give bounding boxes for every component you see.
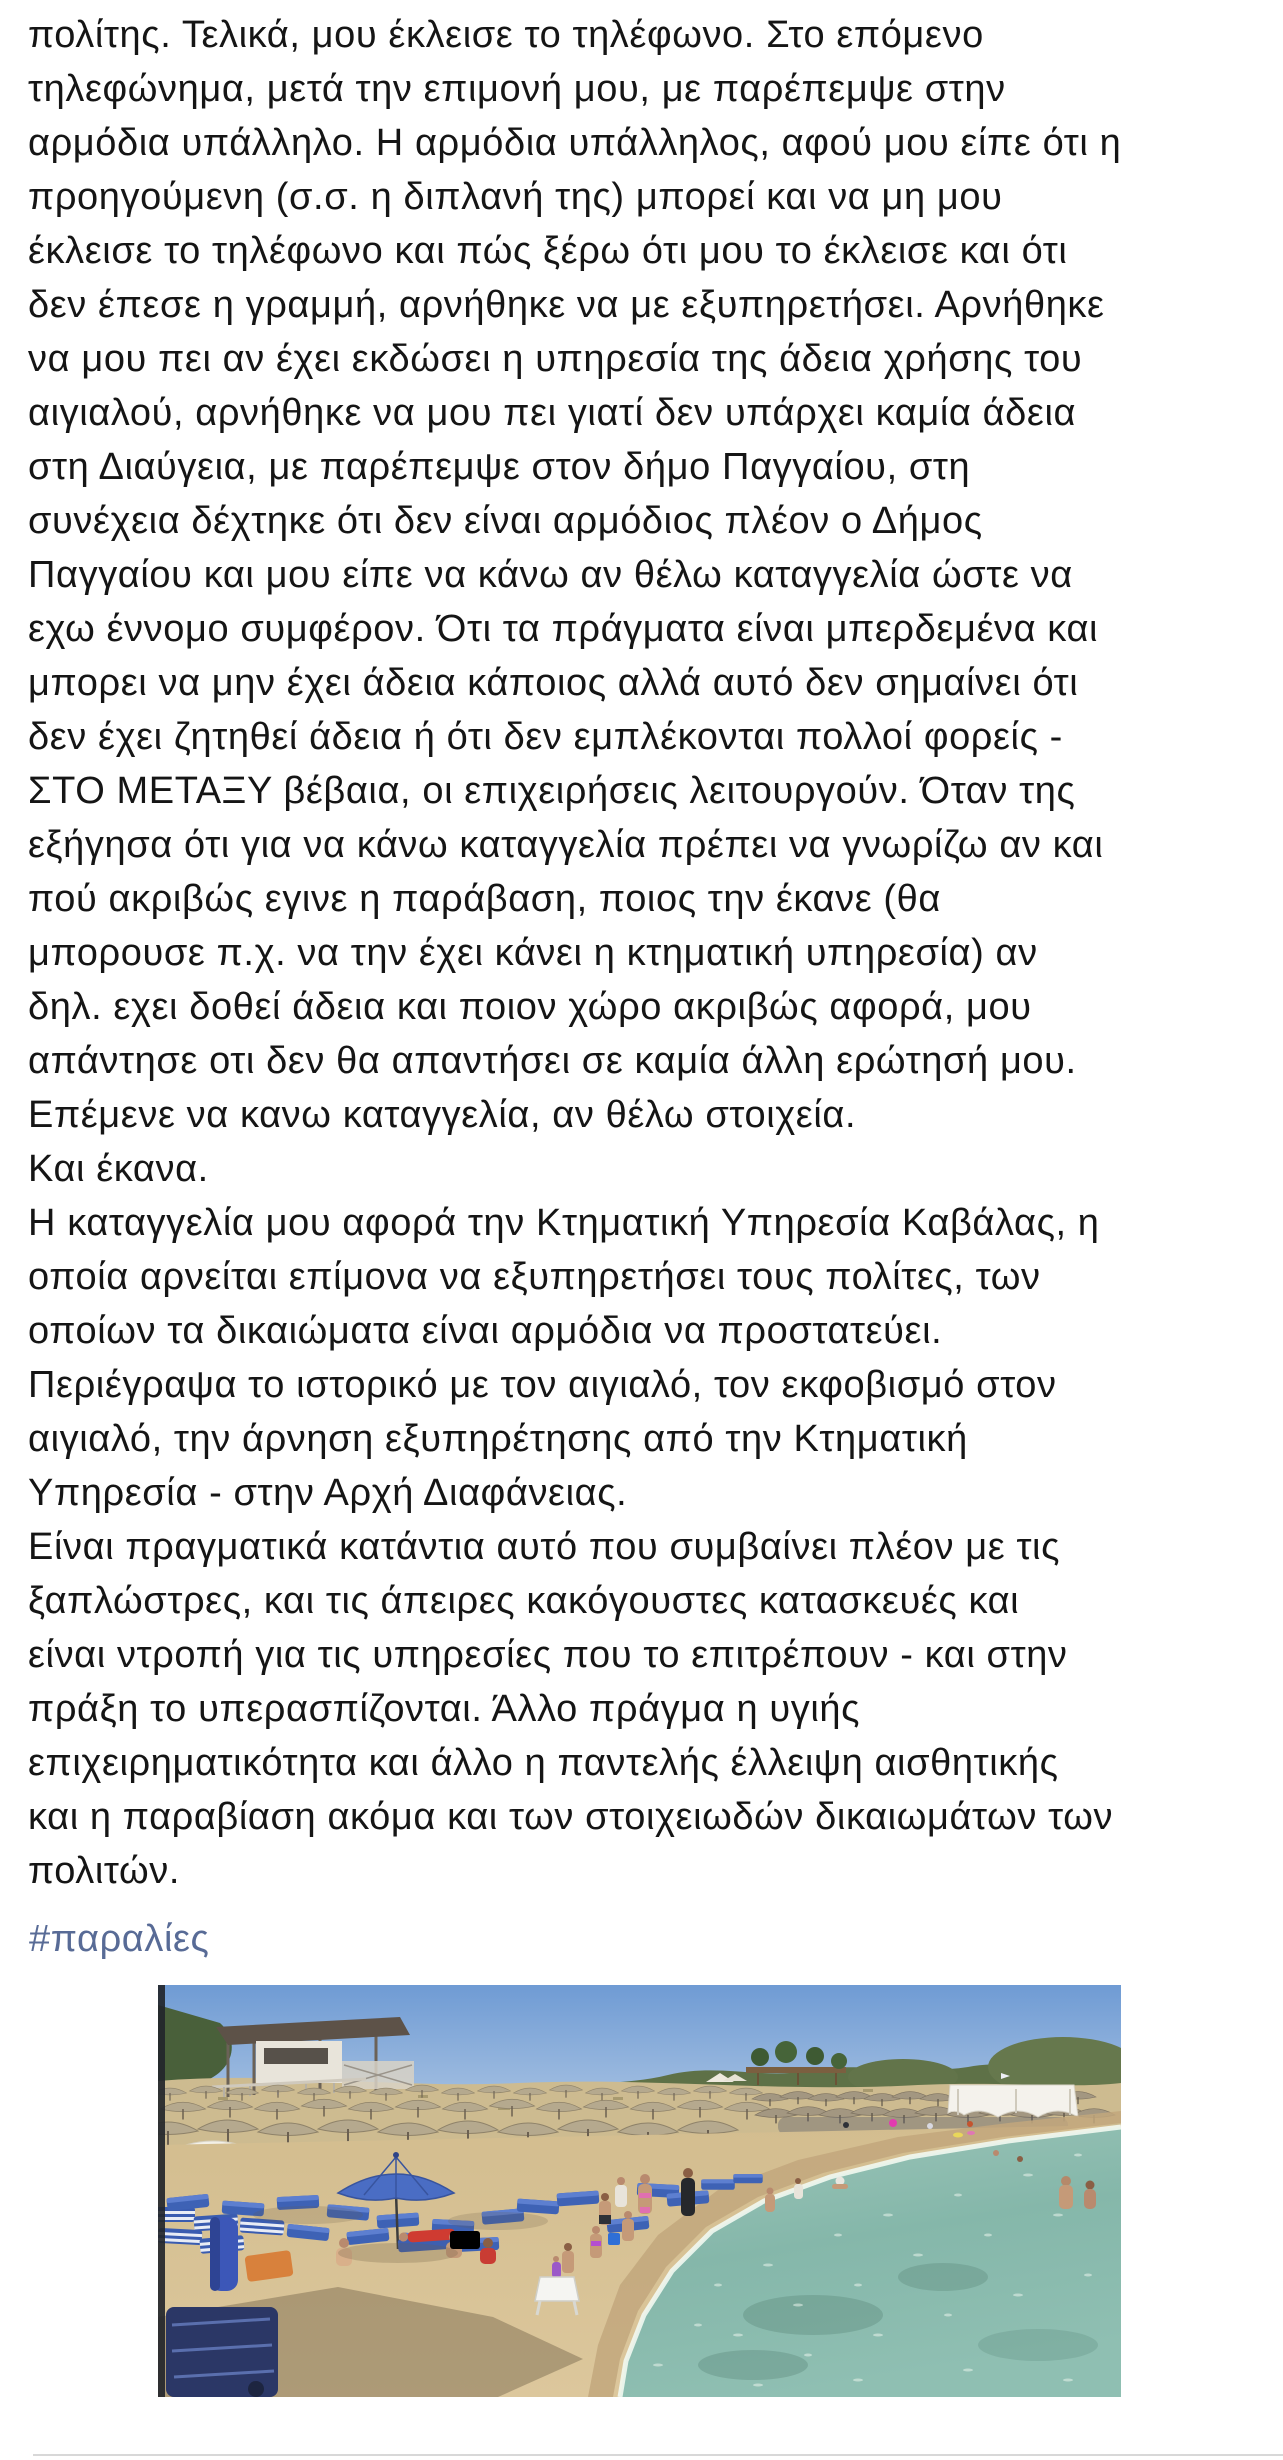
text-line: δηλ. εχει δοθεί άδεια και ποιον χώρο ακριβώς αφορά, μου — [28, 986, 1032, 1028]
text-line: ξαπλώστρες, και τις άπειρες κακόγουστες κατασκευές και — [28, 1580, 1020, 1622]
text-line: δεν έχει ζητηθεί άδεια ή ότι δεν εμπλέκονται πολλοί φορείς - — [28, 716, 1063, 758]
text-line: Επέμενε να κανω καταγγελία, αν θέλω στοιχεία. — [28, 1094, 857, 1136]
text-line: προηγούμενη (σ.σ. η διπλανή της) μπορεί και να μη μου — [28, 176, 1003, 218]
photo-foreground-lounger — [166, 2307, 278, 2397]
text-line: πολίτης. Τελικά, μου έκλεισε το τηλέφωνο. Στο επόμενο — [28, 14, 984, 56]
text-line: έκλεισε το τηλέφωνο και πώς ξέρω ότι μου το έκλεισε και ότι — [28, 230, 1068, 272]
beach-photo — [158, 1985, 1121, 2397]
text-line: αρμόδια υπάλληλο. Η αρμόδια υπάλληλος, αφού μου είπε ότι η — [28, 122, 1122, 164]
text-line: ΣΤΟ ΜΕΤΑΞΥ βέβαια, οι επιχειρήσεις λειτουργούν. Όταν της — [28, 770, 1076, 812]
text-line: δεν έπεσε η γραμμή, αρνήθηκε να με εξυπηρετήσει. Αρνήθηκε — [28, 284, 1105, 326]
text-line: Υπηρεσία - στην Αρχή Διαφάνειας. — [28, 1472, 628, 1514]
text-line: επιχειρηματικότητα και άλλο η παντελής έλλειψη αισθητικής — [28, 1742, 1059, 1784]
divider — [33, 2454, 1283, 2456]
text-line: Παγγαίου και μου είπε να κάνω αν θέλω καταγγελία ώστε να — [28, 554, 1073, 596]
text-line: τηλεφώνημα, μετά την επιμονή μου, με παρέπεμψε στην — [28, 68, 1006, 110]
text-line: εχω έννομο συμφέρον. Ότι τα πράγματα είναι μπερδεμένα και — [28, 608, 1099, 650]
photo-left-pole — [158, 1985, 165, 2397]
text-line: να μου πει αν έχει εκδώσει η υπηρεσία της άδεια χρήσης του — [28, 338, 1083, 380]
text-line: Είναι πραγματικά κατάντια αυτό που συμβαίνει πλέον με τις — [28, 1526, 1061, 1568]
text-line: πολιτών. — [28, 1850, 181, 1892]
text-line: Η καταγγελία μου αφορά την Κτηματική Υπηρεσία Καβάλας, η — [28, 1202, 1100, 1244]
text-line: μπορει να μην έχει άδεια κάποιος αλλά αυτό δεν σημαίνει ότι — [28, 662, 1079, 704]
text-line: είναι ντροπή για τις υπηρεσίες που το επιτρέπουν - και στην — [28, 1634, 1068, 1676]
text-line: μπορουσε π.χ. να την έχει κάνει η κτηματική υπηρεσία) αν — [28, 932, 1038, 974]
text-line: στη Διαύγεια, με παρέπεμψε στον δήμο Παγγαίου, στη — [28, 446, 971, 488]
text-line: αιγιαλό, την άρνηση εξυπηρέτησης από την Κτηματική — [28, 1418, 968, 1460]
text-line: εξήγησα ότι για να κάνω καταγγελία πρέπει να γνωρίζω αν και — [28, 824, 1104, 866]
text-line: οποία αρνείται επίμονα να εξυπηρετήσει τους πολίτες, των — [28, 1256, 1041, 1298]
article-text — [28, 8, 1268, 1898]
text-line: απάντησε οτι δεν θα απαντήσει σε καμία άλλη ερώτησή μου. — [28, 1040, 1077, 1082]
text-line: οποίων τα δικαιώματα είναι αρμόδια να προστατεύει. — [28, 1310, 943, 1352]
text-line: και η παραβίαση ακόμα και των στοιχειωδών δικαιωμάτων των — [28, 1796, 1114, 1838]
text-line: Και έκανα. — [28, 1148, 209, 1190]
text-line: Περιέγραψα το ιστορικό με τον αιγιαλό, τον εκφοβισμό στον — [28, 1364, 1057, 1406]
text-line: πού ακριβώς εγινε η παράβαση, ποιος την έκανε (θα — [28, 878, 941, 920]
text-line: πράξη το υπερασπίζονται. Άλλο πράγμα η υγιής — [28, 1688, 861, 1730]
text-line: αιγιαλού, αρνήθηκε να μου πει γιατί δεν υπάρχει καμία άδεια — [28, 392, 1077, 434]
text-line: συνέχεια δέχτηκε ότι δεν είναι αρμόδιος πλέον ο Δήμος — [28, 500, 983, 542]
hashtag-link[interactable]: #παραλίες — [29, 1918, 210, 1960]
